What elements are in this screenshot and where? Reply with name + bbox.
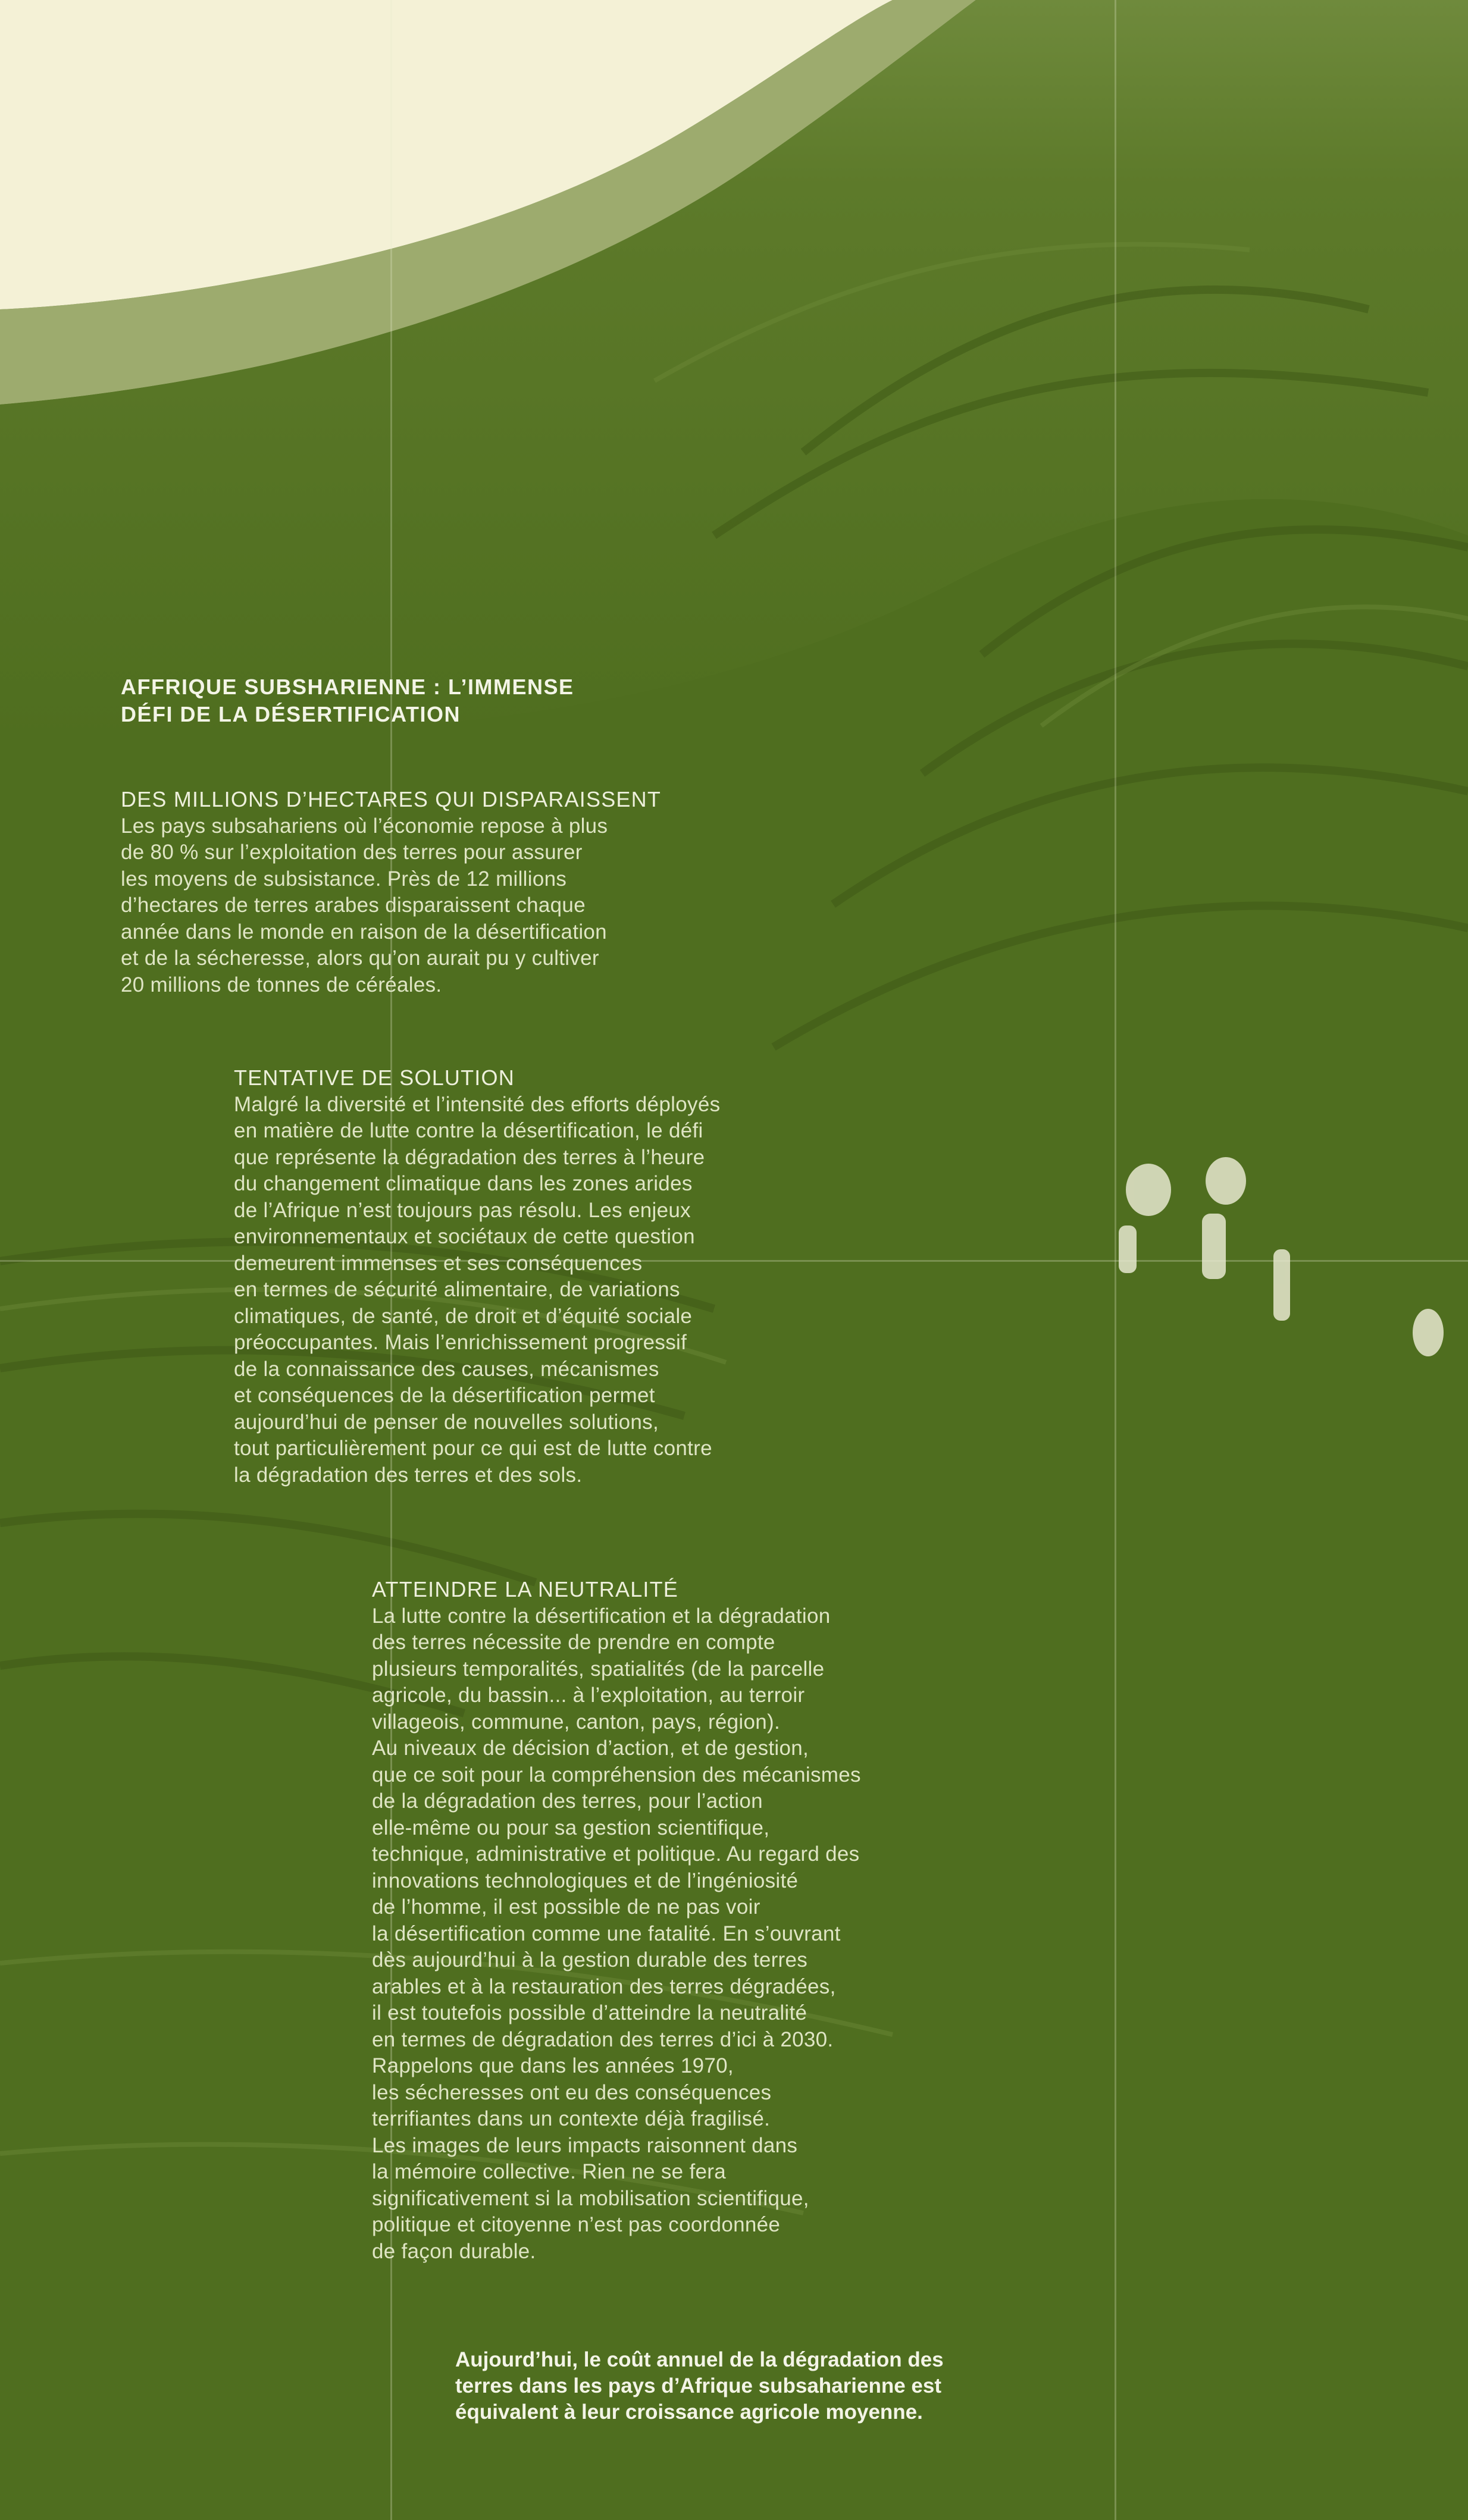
section-millions-hectares [121, 786, 716, 998]
section-body: Malgré la diversité et l’intensité des efforts déployés en matière de lutte contre la désertification, le défi que représente la dégradation des terres à l’heure du changement climatique dans les zones arides de l’Afrique n’est toujours pas résolu. Les enjeux environnementaux et sociétaux de cette question demeurent immenses et ses conséquences en termes de sécurité alimentaire, de variations climatiques, de santé, de droit et d’équité sociale préoccupantes. Mais l’enrichissement progressif de la connaissance des causes, mécanismes et conséquences de la désertification permet aujourd’hui de penser de nouvelles solutions, tout particulièrement pour ce qui est de lutte contre la dégradation des terres et des sols. [234, 1092, 721, 1487]
section-tentative-solution [234, 1065, 829, 1488]
page-title: AFFRIQUE SUBSHARIENNE : L’IMMENSE DÉFI DE LA DÉSERTIFICATION [121, 675, 574, 726]
section-neutralite [372, 1576, 967, 2265]
callout-statement: Aujourd’hui, le coût annuel de la dégradation des terres dans les pays d’Afrique subsaharienne est équivalent à leur croissance agricole moyenne. [455, 2348, 944, 2424]
section-body: La lutte contre la désertification et la dégradation des terres nécessite de prendre en compte plusieurs temporalités, spatialités (de la parcelle agricole, du bassin... à l’exploitation, au terroir villageois, commune, canton, pays, région). Au niveaux de décision d’action, et de gestion, que ce soit pour la compréhension des mécanismes de la dégradation des terres, pour l’action elle-même ou pour sa gestion scientifique, technique, administrative et politique. Au regard des innovations technologiques et de l’ingéniosité de l’homme, il est possible de ne pas voir la désertification comme une fatalité. En s’ouvrant dès aujourd’hui à la gestion durable des terres arables et à la restauration des terres dégradées, il est toutefois possible d’atteindre la neutralité en termes de dégradation des terres d’ici à 2030. Rappelons que dans les années 1970, les sécheresses ont eu des conséquences terrifiantes dans un contexte déjà fragilisé. Les images de leurs impacts raisonnent dans la mémoire collective. Rien ne se fera significativement si la mobilisation scientifique, politique et citoyenne n’est pas coordonnée de façon durable. [372, 1604, 861, 2263]
section-heading: TENTATIVE DE SOLUTION [234, 1065, 515, 1090]
section-heading: ATTEINDRE LA NEUTRALITÉ [372, 1577, 679, 1601]
section-body: Les pays subsahariens où l’économie repose à plus de 80 % sur l’exploitation des terres pour assurer les moyens de subsistance. Près de 12 millions d’hectares de terres arabes disparaissent chaque année dans le monde en raison de la désertification et de la sécheresse, alors qu’on aurait pu y cultiver 20 millions de tonnes de céréales. [121, 814, 608, 996]
section-heading: DES MILLIONS D’HECTARES QUI DISPARAISSENT [121, 787, 662, 811]
